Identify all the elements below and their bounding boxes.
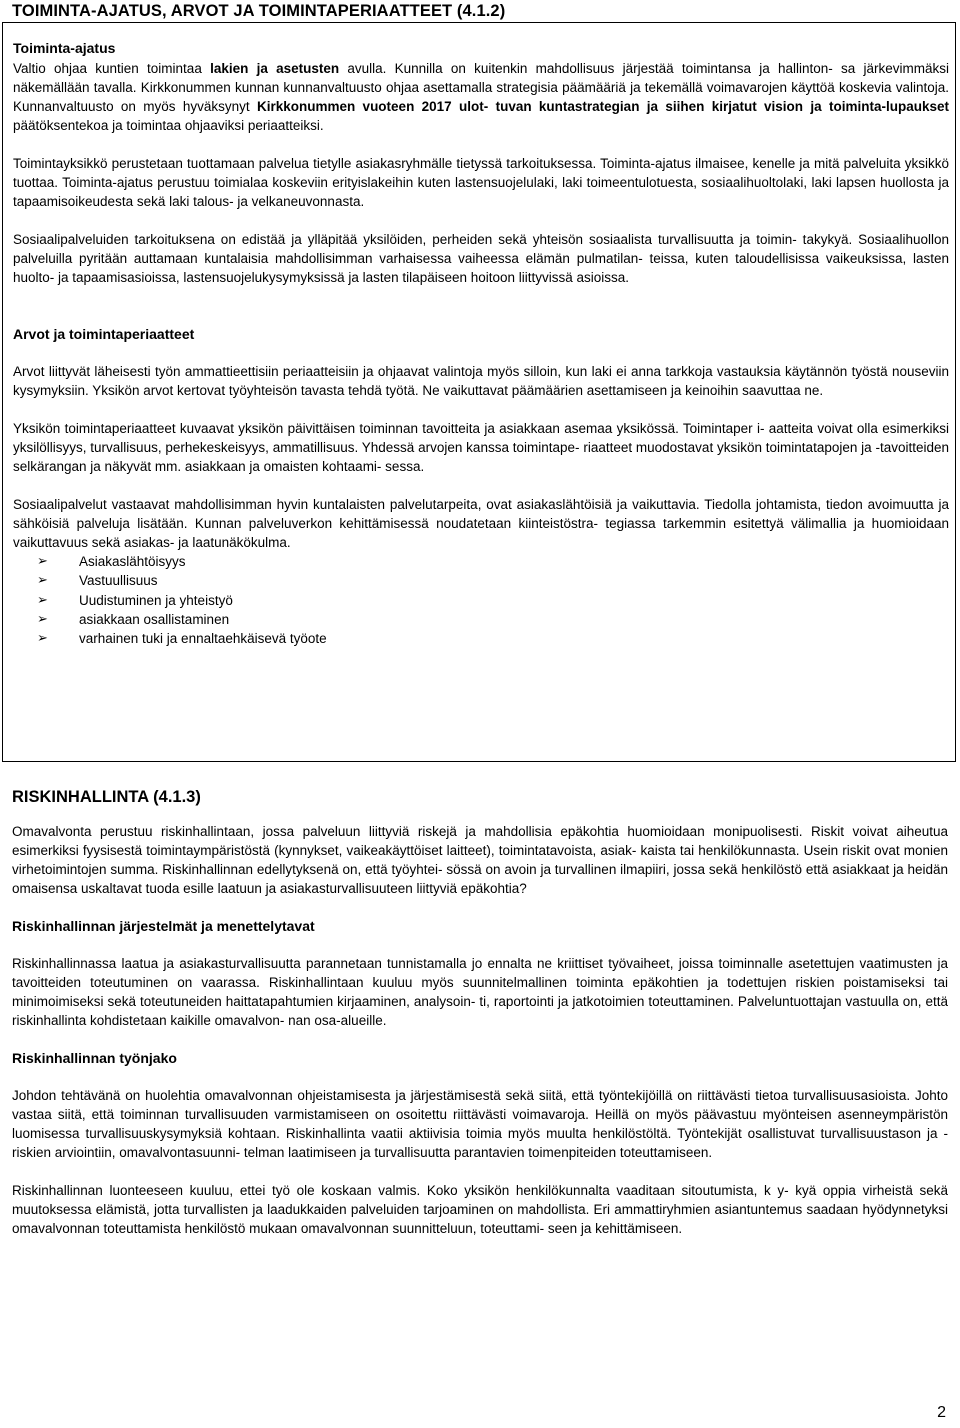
bold-phrase-lakien: lakien ja asetusten [210, 61, 340, 76]
paragraph-luonteeseen: Riskinhallinnan luonteeseen kuuluu, ettei työ ole koskaan valmis. Koko yksikön henkilökunnalta vaaditaan sitoutumista, k y- kyä oppia virheistä sekä muutoksessa elämistä, jotta turvallisten ja laadukkaiden palveluiden tarjoaminen on mahdollista. Eri ammattiryhmien asiantuntemus saadaan hyödynnetyksi omavalvonnan toteuttamista henkilöstö mukaan omavalvonnan suunnitteluun, toteuttami- seen ja kehittämiseen. [12, 1183, 948, 1236]
subheading-toiminta-ajatus: Toiminta-ajatus [13, 40, 116, 56]
section-title-riskinhallinta: RISKINHALLINTA (4.1.3) [12, 788, 201, 806]
paragraph-arvot: Arvot liittyvät läheisesti työn ammattieettisiin periaatteisiin ja ohjaavat valintoja myös silloin, kun laki ei anna tarkkoja vastauksia käytännön työstä nouseviin kysymyksiin. Yksikön arvot kertovat työyhteisön tavasta tehdä työtä. Ne vaikuttavat päämäärien asettamiseen ja keinoihin saavuttaa ne. [13, 364, 949, 398]
list-item [13, 629, 949, 648]
list-item-label: asiakkaan osallistaminen [79, 611, 230, 627]
paragraph-riskinhallinnassa: Riskinhallinnassa laatua ja asiakasturvallisuutta parannetaan tunnistamalla jo ennalta ne kriittiset työvaiheet, joissa toiminnalle asetettujen vaatimusten ja tavoitteiden toteutuminen on vaarassa. Riskinhallintaan kuuluu myös suunnitelmallinen toiminta epäkohtien ja todettujen riskien poistamiseksi tai minimoimiseksi sekä toteutuneiden haittatapahtumien kirjaaminen, analysoin- ti, raportointi ja jatkotoimien toteuttaminen. Palveluntuottajan vastuulla on, että riskinhallinta kohdistetaan kaikille omavalvon- nan osa-alueille. [12, 956, 948, 1028]
paragraph-toimintaperiaatteet: Yksikön toimintaperiaatteet kuvaavat yksikön päivittäisen toiminnan tavoitteita ja asiakkaan asemaa yksikössä. Toimintaper i- aatteita voivat olla esimerkiksi yksilöllisyys, turvallisuus, perhekeskeisyys, ammatillisuus. Yhdessä arvojen kanssa toimintape- riaatteet muodostavat yksikön toimintatapojen ja -tavoitteiden selkärangan ja näkyvät mm. asiakkaan ja omaisten kohtaami- sessa. [13, 421, 949, 474]
bold-phrase-kuntastrategia: Kirkkonummen vuoteen 2017 ulot- tuvan kuntastrategian ja siihen kirjatut vision ja toiminta-lupaukset [256, 99, 949, 114]
section-riskinhallinta [12, 786, 948, 1238]
arrowhead-bullet-icon: ➢ [37, 573, 48, 589]
list-item [13, 571, 949, 590]
list-item-label: Vastuullisuus [79, 573, 158, 589]
paragraph-text: Valtio ohjaa kuntien toimintaa [13, 61, 211, 76]
paragraph-text: päätöksentekoa ja toimintaa ohjaaviksi periaatteiksi. [13, 118, 324, 133]
arrowhead-bullet-icon: ➢ [37, 554, 48, 569]
list-item-label: Uudistuminen ja yhteistyö [79, 592, 233, 608]
section-title-toiminta-ajatus: TOIMINTA-AJATUS, ARVOT JA TOIMINTAPERIAATTEET (4.1.2) [12, 2, 506, 20]
arrowhead-bullet-icon: ➢ [37, 611, 48, 627]
framed-section-box [2, 22, 956, 762]
paragraph-sosiaalipalvelut-vastaavat: Sosiaalipalvelut vastaavat mahdollisimman hyvin kuntalaisten palvelutarpeita, ovat asiakaslähtöisiä ja vaikuttavia. Tiedolla johtamista, tiedon avoimuutta ja sähköisiä palveluja lisätään. Kunnan palveluverkon kehittämisessä noudatetaan kiinteistöstra- tegiassa tarkemmin esitettyä välimallia ja huomioidaan vaikuttavuus sekä asiakas- ja laatunäkökulma. [13, 497, 949, 550]
paragraph-text: avulla. Kunnilla on kuitenkin mahdollisuus järjestää toimintansa ja hallinton- sa järkevimmäksi näkemällään tavalla. Kirkkonummen kunnan kunnanvaltuusto ohjaa asettamalla strategisia päämääriä ja tekemällä voimavarojen käyttöä koskevia valintoja. Kunnanvaltuusto on myös hyväksynyt [13, 61, 949, 114]
subheading-jarjestelmat: Riskinhallinnan järjestelmät ja menettelytavat [12, 918, 315, 934]
list-item-label: varhainen tuki ja ennaltaehkäisevä työote [79, 631, 327, 647]
list-item [13, 591, 949, 610]
paragraph-toimintayksikko: Toimintayksikkö perustetaan tuottamaan palvelua tietylle asiakasryhmälle tietyssä tarkoituksessa. Toiminta-ajatus ilmaisee, kenelle ja mitä palveluita yksikkö tuottaa. Toiminta-ajatus perustuu toimialaa koskeviin erityislakeihin kuten lastensuojelulaki, laki toimeentulotuesta, sosiaalihuoltolaki, laki lapsen huollosta ja tapaamisoikeudesta sekä laki talous- ja velkaneuvonnasta. [13, 156, 949, 209]
subheading-arvot: Arvot ja toimintaperiaatteet [13, 326, 195, 342]
list-item [13, 610, 949, 629]
framed-section-content [13, 39, 949, 648]
values-bullet-list [13, 552, 949, 648]
subheading-tyonjako: Riskinhallinnan työnjako [12, 1050, 177, 1066]
paragraph-sosiaalipalveluiden-tarkoitus: Sosiaalipalveluiden tarkoituksena on edistää ja ylläpitää yksilöiden, perheiden sekä yhteisön sosiaalista turvallisuutta ja toimin- takykyä. Sosiaalihuollon palveluilla pyritään auttamaan kuntalaisia mahdollisimman varhaisessa vaiheessa elämän pulmatilan- teissa, kuten taloudellisissa vaikeuksissa, lasten huolto- ja tapaamisasioissa, lastensuojelukysymyksissä ja lasten tilapäiseen hoitoon liittyvissä asioissa. [13, 232, 949, 285]
list-item-label: Asiakaslähtöisyys [79, 554, 186, 569]
paragraph-omavalvonta: Omavalvonta perustuu riskinhallintaan, jossa palveluun liittyviä riskejä ja mahdollisia epäkohtia huomioidaan monipuolisesti. Riskit voivat aiheutua esimerkiksi fyysisestä toimintaympäristöstä (kynnykset, vaikeakäyttöiset laitteet), toimintatavoista, asiak- kaista tai henkilökunnasta. Usein riskit ovat monien virhetoimintojen summa. Riskinhallinnan edellytyksenä on, että työyhtei- sössä on avoin ja turvallinen ilmapiiri, jossa sekä henkilöstö että asiakkaat ja heidän omaisensa uskaltavat tuoda esille laatuun ja asiakasturvallisuuteen liittyviä epäkohtia? [12, 824, 948, 896]
arrowhead-bullet-icon: ➢ [37, 631, 48, 647]
paragraph-johdon-tehtava: Johdon tehtävänä on huolehtia omavalvonnan ohjeistamisesta ja järjestämisestä sekä siitä, että työntekijöillä on riittävästi tietoa turvallisuusasioista. Johto vastaa siitä, että toiminnan turvallisuuden varmistamiseen on osoitettu riittävästi voimavaroja. Heillä on myös päävastuu myönteisen asenneympäristön luomisessa turvallisuuskysymyksiä kohtaan. Riskinhallinta vaatii aktiivisia toimia myös muulta henkilöstöltä. Työntekijät osallistuvat turvallisuustason ja -riskien arviointiin, omavalvontasuunni- telman laatimiseen ja turvallisuutta parantavien toimenpiteiden toteuttamiseen. [12, 1088, 948, 1160]
paragraph-valtio-ohjaa [13, 59, 949, 135]
arrowhead-bullet-icon: ➢ [37, 592, 48, 608]
page-number: 2 [937, 1404, 946, 1421]
list-item [13, 552, 949, 571]
